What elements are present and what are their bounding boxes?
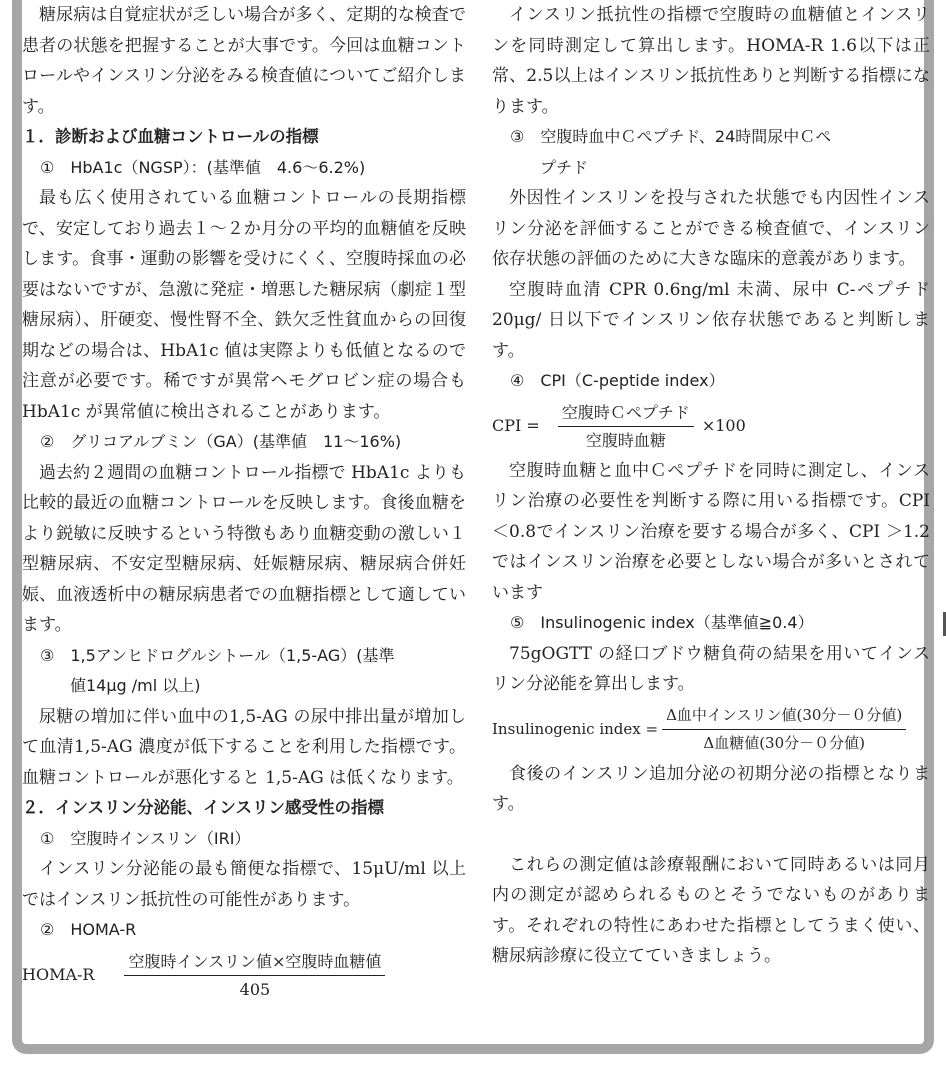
insulinogenic-denominator: Δ血糖値(30分－０分値) [703,733,865,752]
homa-formula [22,948,466,1003]
insulinogenic-formula [492,702,930,757]
iri-paragraph: インスリン分泌能の最も簡便な指標で、15μU/ml 以上ではインスリン抵抗性の可能性があります。 [22,859,466,910]
homa-formula-label: HOMA-R [22,964,95,984]
cpeptide-heading-line2: プチド [540,157,589,177]
ag-heading-line1: ③ 1,5アンヒドログルシトール（1,5-AG）(基準 [40,645,395,665]
section-2-heading: ２．インスリン分泌能、インスリン感受性の指標 [22,798,385,817]
hba1c-heading: ① HbA1c（NGSP）：(基準値 4.6〜6.2%) [40,157,366,177]
homa-paragraph: インスリン抵抗性の指標で空腹時の血糖値とインスリンを同時測定して算出します。HOMA-R 1.6以下は正常、2.5以上はインスリン抵抗性ありと判断する指標になります。 [492,5,930,117]
cpeptide-heading [492,122,930,183]
homa-heading: ② HOMA-R [40,920,137,939]
cpi-multiplier: ×100 [701,415,746,435]
homa-fraction [124,948,385,1003]
cpi-denominator: 空腹時血糖 [585,430,666,450]
insulinogenic-fraction [662,702,906,757]
cpi-paragraph: 空腹時血糖と血中Ｃペプチドを同時に測定し、インスリン治療の必要性を判断する際に用いる指標です。CPI ＜0.8でインスリン治療を要する場合が多く、CPI ＞1.2ではインスリン治療を必要としない場合が多いとされています [492,460,930,603]
ag-paragraph: 尿糖の増加に伴い血中の1,5-AG の尿中排出量が増加して血清1,5-AG 濃度が低下することを利用した指標です。血糖コントロールが悪化すると 1,5-AG は低くなります。 [22,706,466,788]
closing-paragraph: これらの測定値は診療報酬において同時あるいは同月内の測定が認められるものとそうでないものがあります。それぞれの特性にあわせた指標としてうまく使い、糖尿病診療に役立てていきましょう。 [492,854,930,966]
cpeptide-paragraph-2: 空腹時血清 CPR 0.6ng/ml 未満、尿中 C-ペプチド20μg/ 日以下でインスリン依存状態であると判断します。 [492,279,930,361]
ga-heading: ② グリコアルブミン（GA）(基準値 11〜16%) [40,432,402,451]
insulinogenic-formula-label: Insulinogenic index = [492,719,659,738]
cpi-formula-label: CPI = [492,415,540,435]
spacer [492,820,930,850]
cpi-fraction [558,399,694,454]
ag-heading-line2: 値14μg /ml 以上) [70,676,201,695]
section-1-heading: １．診断および血糖コントロールの指標 [22,127,319,146]
ga-paragraph: 過去約２週間の血糖コントロール指標で HbA1c よりも比較的最近の血糖コントロールを反映します。食後血糖をより鋭敏に反映するという特徴もあり血糖変動の激しい１型糖尿病、不安定型糖尿病、妊娠糖尿病、糖尿病合併妊娠、血液透析中の糖尿病患者での血糖指標として適しています。 [22,462,466,635]
homa-numerator: 空腹時インスリン値×空腹時血糖値 [124,948,385,976]
intro-paragraph: 糖尿病は自覚症状が乏しい場合が多く、定期的な検査で患者の状態を把握することが大事です。今回は血糖コントロールやインスリン分泌をみる検査値についてご紹介します。 [22,5,466,117]
insulinogenic-heading: ⑤ Insulinogenic index（基準値≧0.4） [510,613,814,632]
homa-denominator: 405 [239,979,271,999]
hba1c-paragraph: 最も広く使用されている血糖コントロールの長期指標で、安定しており過去１〜２か月分の平均的血糖値を反映します。食事・運動の影響を受けにくく、空腹時採血の必要はないですが、急激に発症・増悪した糖尿病（劇症１型糖尿病）、肝硬変、慢性腎不全、鉄欠乏性貧血からの回復期などの場合は、HbA1c 値は実際よりも低値となるので注意が必要です。稀ですが異常ヘモグロビン症の場合も HbA1c が異常値に検出されることがあります。 [22,188,466,422]
iri-heading: ① 空腹時インスリン（IRI） [40,828,251,848]
insulinogenic-paragraph-1: 75gOGTT の経口ブドウ糖負荷の結果を用いてインスリン分泌能を算出します。 [492,643,930,694]
ag-heading [22,641,466,702]
insulinogenic-paragraph-2: 食後のインスリン追加分泌の初期分泌の指標となります。 [492,763,930,814]
insulinogenic-numerator: Δ血中インスリン値(30分－０分値) [662,702,906,730]
cpi-formula [492,399,930,454]
cpi-heading: ④ CPI（C-peptide index） [510,371,725,390]
cpeptide-heading-line1: ③ 空腹時血中Ｃペプチド、24時間尿中Ｃペ [510,127,832,146]
left-column [22,0,466,1005]
cpi-numerator: 空腹時Ｃペプチド [558,399,694,427]
right-column [492,0,930,972]
cpeptide-paragraph-1: 外因性インスリンを投与された状態でも内因性インスリン分泌を評価することができる検査値で、インスリン依存状態の評価のために大きな臨床的意義があります。 [492,188,930,269]
